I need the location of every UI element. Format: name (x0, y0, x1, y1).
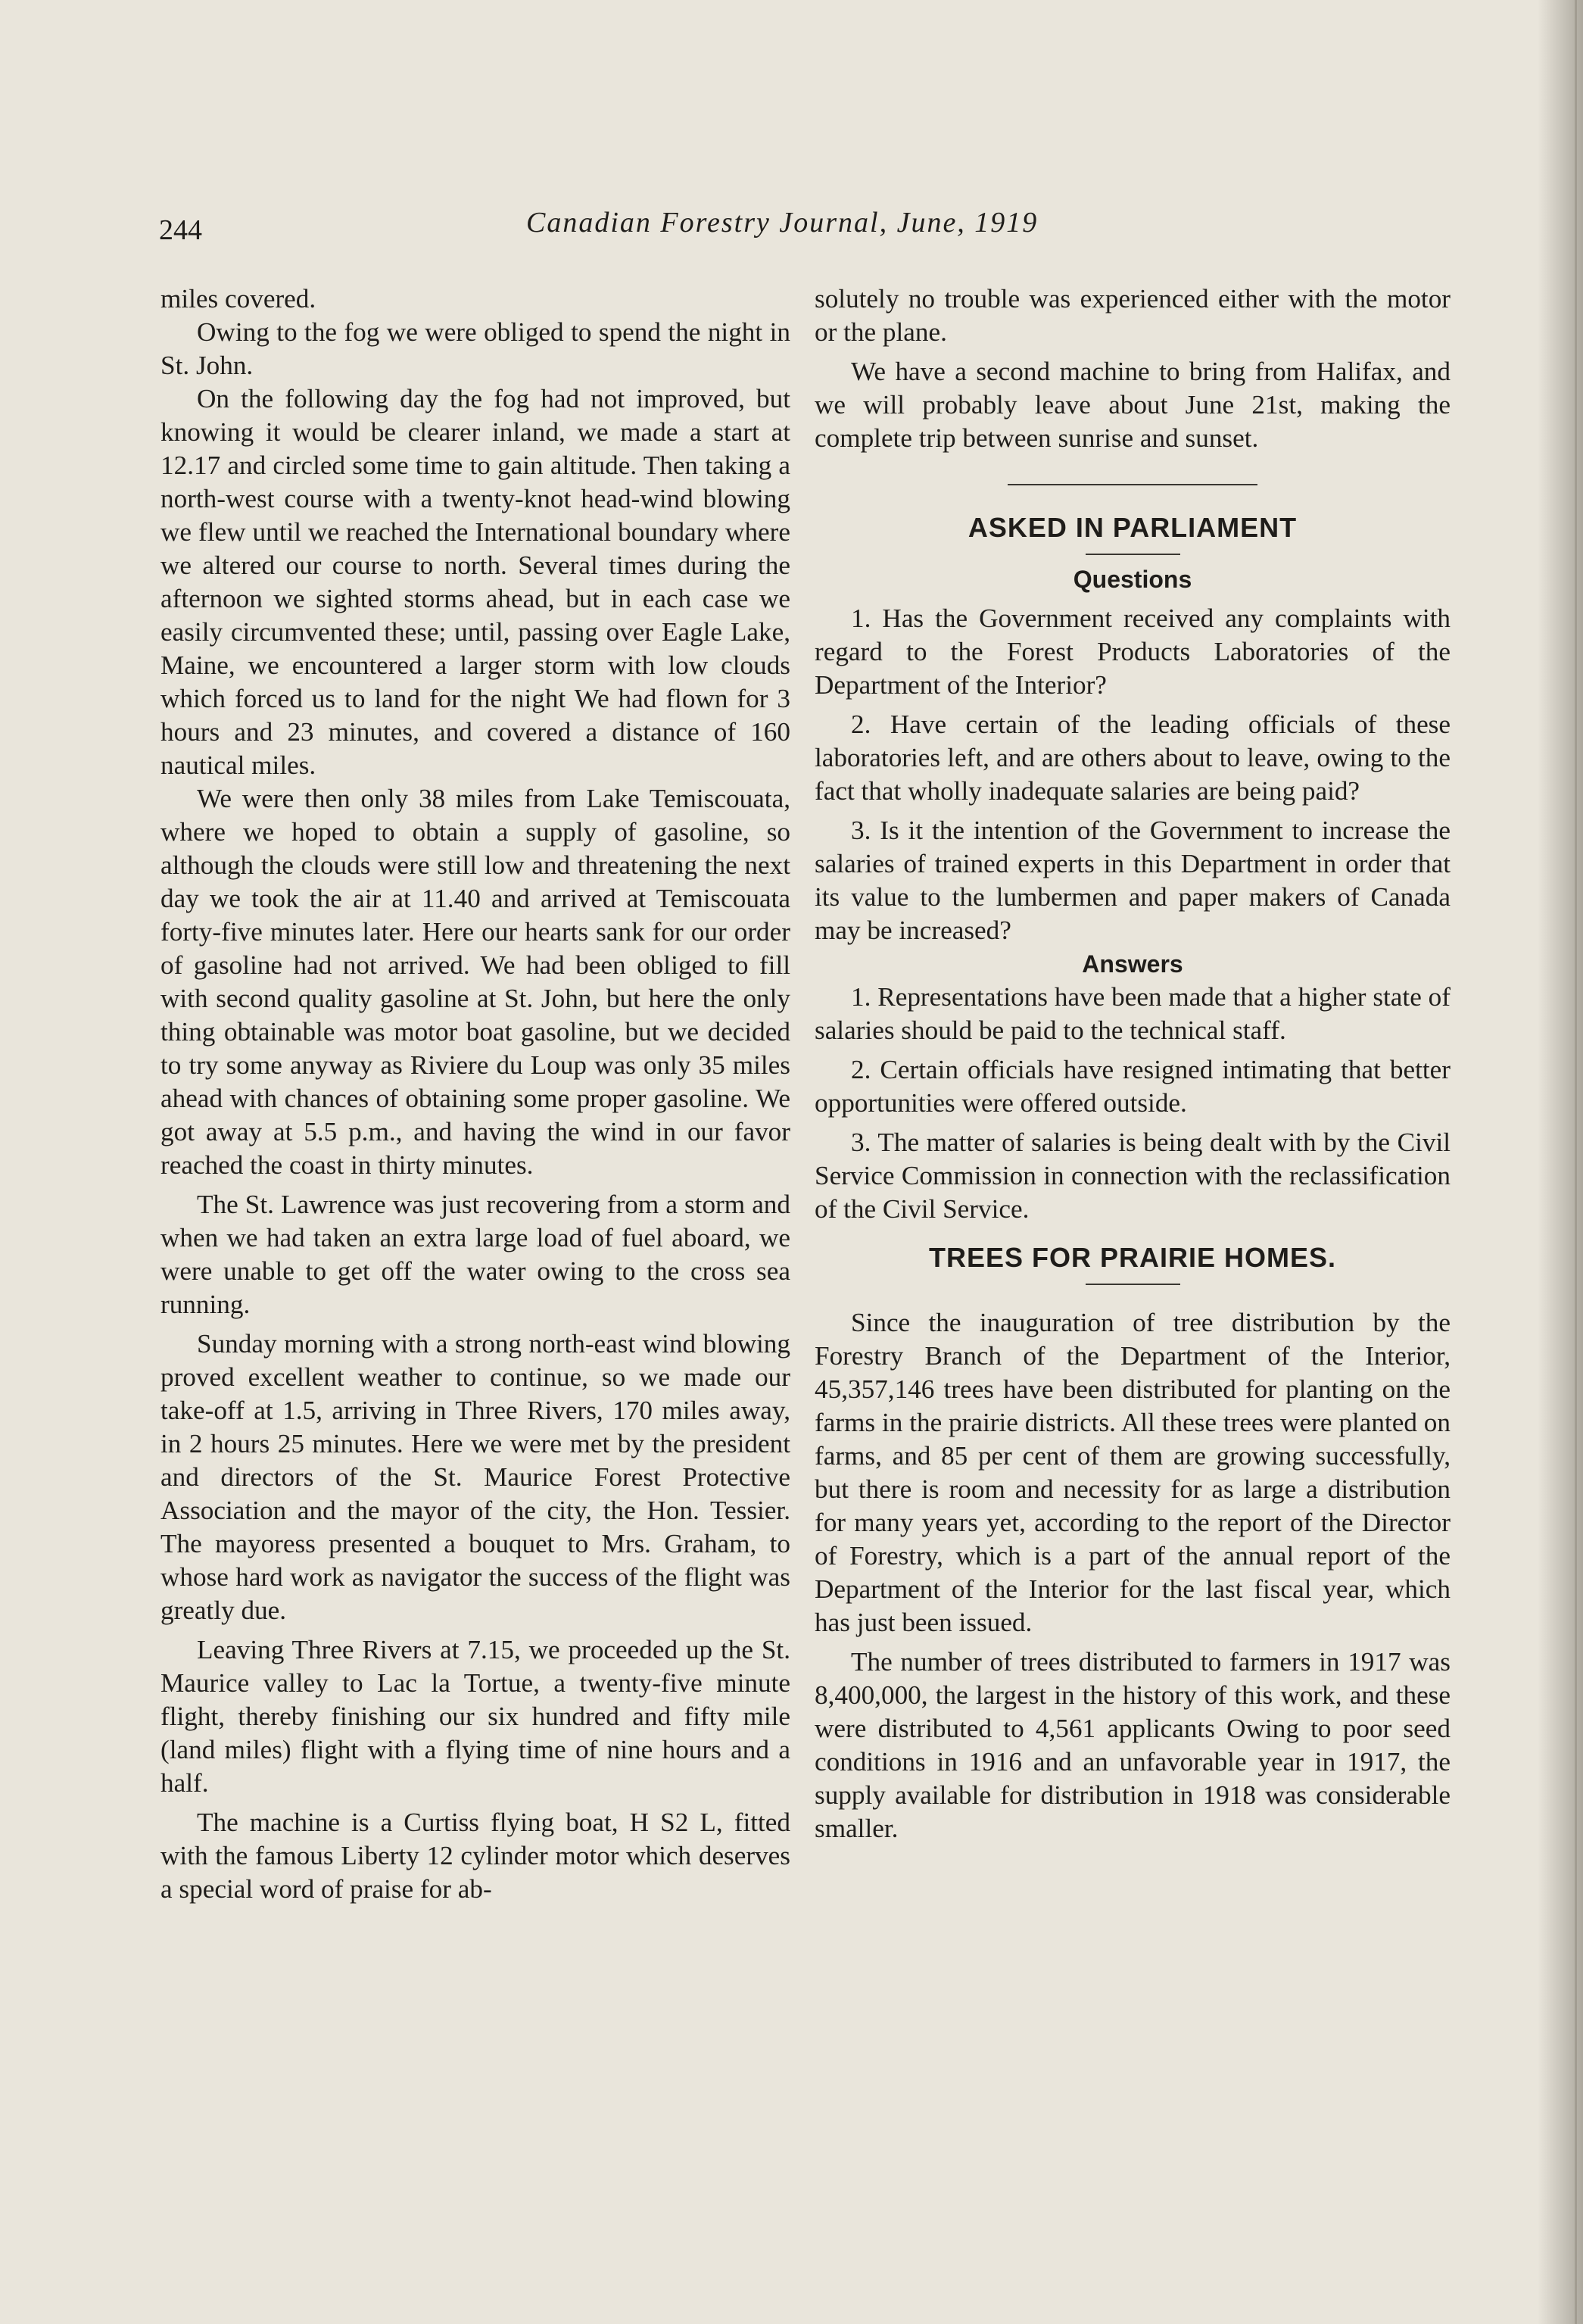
paragraph: On the following day the fog had not improved, but knowing it would be clearer inland, we made a start at 12.17 and circled some time to gain altitude. Then taking a north-west course with a twenty-knot head-wind blowing we flew until we reached the International boundary where we altered our course to north. Several times during the afternoon we sighted storms ahead, but in each case we easily circumvented these; until, passing over Eagle Lake, Maine, we encountered a larger storm with low clouds which forced us to land for the night We had flown for 3 hours and 23 minutes, and covered a distance of 160 nautical miles. (160, 384, 790, 780)
page-edge (1575, 0, 1577, 2324)
answers-heading: Answers (1082, 950, 1183, 978)
section-heading-prairie: TREES FOR PRAIRIE HOMES. (928, 1242, 1337, 1273)
paragraph: Owing to the fog we were obliged to spend the night in St. John. (160, 317, 790, 380)
section-divider (1008, 484, 1257, 485)
paragraph: Since the inauguration of tree distribution by the Forestry Branch of the Department of the Interior, 45,357,146 trees have been distributed for planting on the farms in the prairie districts. All these trees were planted on farms, and 85 per cent of them are growing successfully, but there is room and necessity for as large a distribution for many years yet, according to the report of the Director of Forestry, which is a part of the annual report of the Department of the Interior for the last fiscal year, which has just been issued. (815, 1308, 1451, 1637)
running-head: Canadian Forestry Journal, June, 1919 (526, 207, 1039, 239)
page-number: 244 (159, 214, 202, 246)
paragraph: miles covered. (160, 284, 316, 314)
answer-item: 3. The matter of salaries is being dealt with by the Civil Service Commission in connection with the reclassification of the Civil Service. (815, 1128, 1451, 1224)
paragraph: Sunday morning with a strong north-east wind blowing proved excellent weather to continue, so we made our take-off at 1.5, arriving in Three Rivers, 170 miles away, in 2 hours 25 minutes. Here we were met by the president and directors of the St. Maurice Forest Protective Association and the mayor of the city, the Hon. Tessier. The mayoress presented a bouquet to Mrs. Graham, to whose hard work as navigator the success of the flight was greatly due. (160, 1329, 790, 1625)
section-heading-parliament: ASKED IN PARLIAMENT (968, 512, 1298, 543)
question-item: 1. Has the Government received any complaints with regard to the Forest Products Laboratories of the Department of the Interior? (815, 604, 1451, 700)
paragraph: Leaving Three Rivers at 7.15, we proceeded up the St. Maurice valley to Lac la Tortue, a twenty-five minute flight, thereby finishing our six hundred and fifty mile (land miles) flight with a flying time of nine hours and a half. (160, 1635, 790, 1798)
paragraph: We were then only 38 miles from Lake Temiscouata, where we hoped to obtain a supply of gasoline, so although the clouds were still low and threatening the next day we took the air at 11.40 and arrived at Temiscouata forty-five minutes later. Here our hearts sank for our order of gasoline had not arrived. We had been obliged to fill with second quality gasoline at St. John, but here the only thing obtainable was motor boat gasoline, but we decided to try some anyway as Riviere du Loup was only 35 miles ahead with chances of obtaining some proper gasoline. We got away at 5.5 p.m., and having the wind in our favor reached the coast in thirty minutes. (160, 784, 790, 1180)
heading-rule (1086, 554, 1180, 555)
question-item: 2. Have certain of the leading officials of these laboratories left, and are others about to leave, owing to the fact that wholly inadequate salaries are being paid? (815, 710, 1451, 806)
page-header (159, 206, 1484, 251)
paragraph: The St. Lawrence was just recovering from a storm and when we had taken an extra large load of fuel aboard, we were unable to get off the water owing to the cross sea running. (160, 1190, 790, 1319)
answer-item: 1. Representations have been made that a higher state of salaries should be paid to the technical staff. (815, 982, 1451, 1045)
question-item: 3. Is it the intention of the Government to increase the salaries of trained experts in this Department in order that its value to the lumbermen and paper makers of Canada may be increased? (815, 816, 1451, 945)
paragraph: The machine is a Curtiss flying boat, H S2 L, fitted with the famous Liberty 12 cylinder motor which deserves a special word of praise for ab- (160, 1808, 790, 1904)
paragraph: solutely no trouble was experienced either with the motor or the plane. (815, 284, 1451, 347)
answer-item: 2. Certain officials have resigned intimating that better opportunities were offered outside. (815, 1055, 1451, 1118)
paragraph: The number of trees distributed to farmers in 1917 was 8,400,000, the largest in the history of this work, and these were distributed to 4,561 applicants Owing to poor seed conditions in 1916 and an unfavorable year in 1917, the supply available for distribution in 1918 was considerable smaller. (815, 1647, 1451, 1843)
left-column (160, 282, 790, 1906)
questions-heading: Questions (1073, 566, 1192, 593)
paragraph: We have a second machine to bring from Halifax, and we will probably leave about June 21st, making the complete trip between sunrise and sunset. (815, 357, 1451, 453)
right-column (815, 282, 1451, 1845)
heading-rule (1086, 1284, 1180, 1285)
